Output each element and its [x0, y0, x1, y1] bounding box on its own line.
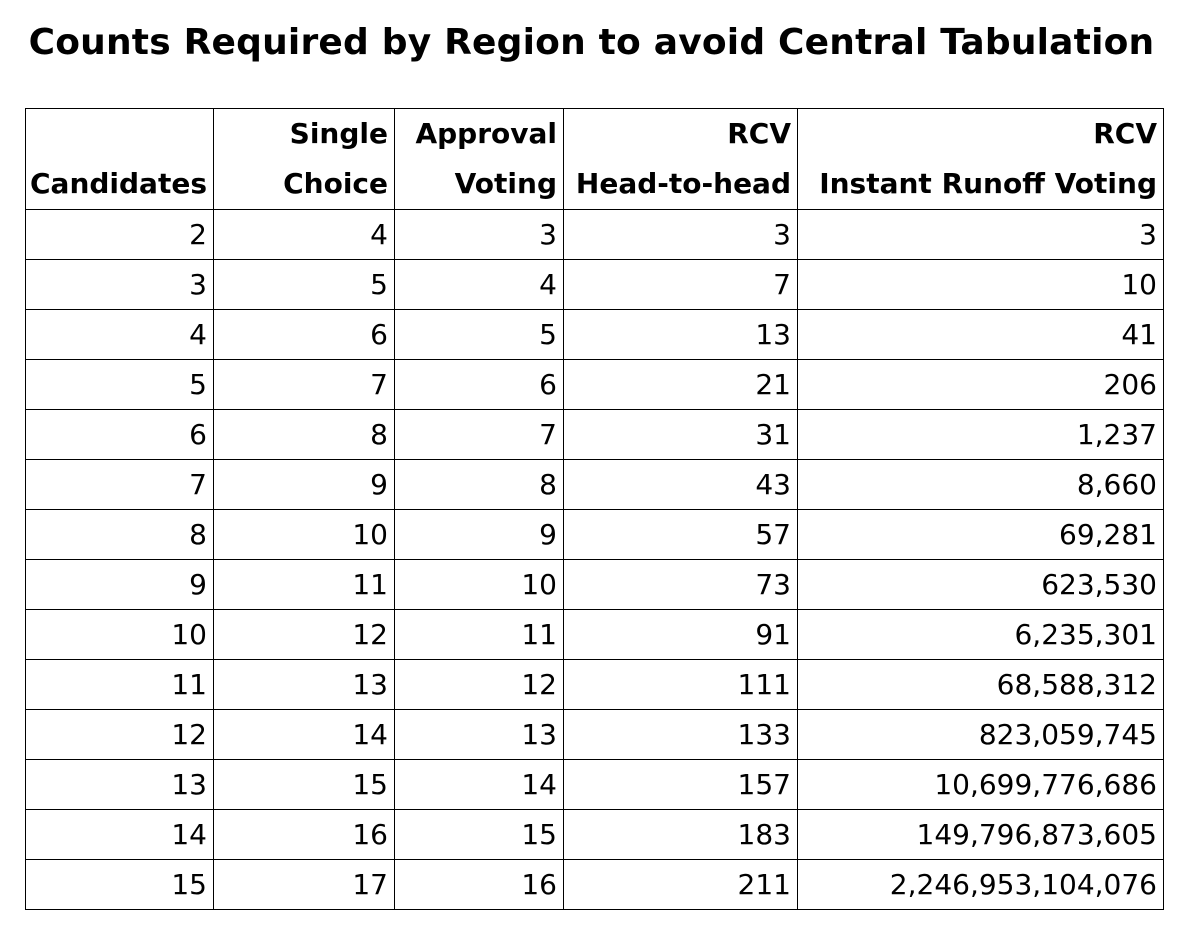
cell-candidates: 10	[26, 610, 214, 660]
cell-single-choice: 10	[214, 510, 395, 560]
cell-rcv-head-to-head: 3	[564, 210, 798, 260]
table-row	[26, 760, 1164, 810]
table-row	[26, 460, 1164, 510]
cell-candidates: 8	[26, 510, 214, 560]
cell-single-choice: 13	[214, 660, 395, 710]
header-line: Instant Runoff Voting	[819, 167, 1157, 200]
cell-rcv-instant-runoff: 41	[798, 310, 1164, 360]
cell-approval-voting: 4	[395, 260, 564, 310]
cell-rcv-instant-runoff: 206	[798, 360, 1164, 410]
cell-rcv-head-to-head: 31	[564, 410, 798, 460]
header-rcv-head-to-head	[564, 109, 798, 210]
cell-approval-voting: 8	[395, 460, 564, 510]
cell-single-choice: 15	[214, 760, 395, 810]
cell-candidates: 5	[26, 360, 214, 410]
cell-approval-voting: 14	[395, 760, 564, 810]
cell-candidates: 12	[26, 710, 214, 760]
cell-candidates: 9	[26, 560, 214, 610]
cell-rcv-instant-runoff: 10,699,776,686	[798, 760, 1164, 810]
table-row	[26, 210, 1164, 260]
table-row	[26, 410, 1164, 460]
cell-rcv-instant-runoff: 823,059,745	[798, 710, 1164, 760]
cell-approval-voting: 3	[395, 210, 564, 260]
cell-rcv-head-to-head: 73	[564, 560, 798, 610]
cell-single-choice: 14	[214, 710, 395, 760]
cell-rcv-head-to-head: 57	[564, 510, 798, 560]
table-row	[26, 310, 1164, 360]
header-line: Head-to-head	[575, 167, 791, 200]
header-rcv-instant-runoff	[798, 109, 1164, 210]
header-line: Choice	[283, 167, 388, 200]
cell-single-choice: 12	[214, 610, 395, 660]
cell-candidates: 11	[26, 660, 214, 710]
cell-rcv-instant-runoff: 2,246,953,104,076	[798, 860, 1164, 910]
cell-candidates: 2	[26, 210, 214, 260]
table-row	[26, 360, 1164, 410]
cell-rcv-instant-runoff: 3	[798, 210, 1164, 260]
cell-rcv-instant-runoff: 8,660	[798, 460, 1164, 510]
cell-single-choice: 8	[214, 410, 395, 460]
cell-rcv-head-to-head: 13	[564, 310, 798, 360]
cell-rcv-instant-runoff: 10	[798, 260, 1164, 310]
table-row	[26, 610, 1164, 660]
cell-rcv-head-to-head: 183	[564, 810, 798, 860]
cell-approval-voting: 10	[395, 560, 564, 610]
table-title: Counts Required by Region to avoid Central Tabulation	[28, 22, 1155, 63]
cell-rcv-head-to-head: 133	[564, 710, 798, 760]
cell-rcv-head-to-head: 91	[564, 610, 798, 660]
table-row	[26, 510, 1164, 560]
header-approval-voting	[395, 109, 564, 210]
cell-rcv-instant-runoff: 1,237	[798, 410, 1164, 460]
cell-candidates: 6	[26, 410, 214, 460]
cell-approval-voting: 9	[395, 510, 564, 560]
cell-rcv-instant-runoff: 6,235,301	[798, 610, 1164, 660]
cell-candidates: 7	[26, 460, 214, 510]
cell-rcv-head-to-head: 157	[564, 760, 798, 810]
cell-approval-voting: 12	[395, 660, 564, 710]
cell-approval-voting: 13	[395, 710, 564, 760]
cell-approval-voting: 15	[395, 810, 564, 860]
table-row	[26, 660, 1164, 710]
header-line: Candidates	[30, 167, 207, 200]
header-line: Single	[289, 117, 388, 150]
header-line: RCV	[1093, 117, 1157, 150]
cell-single-choice: 11	[214, 560, 395, 610]
cell-single-choice: 4	[214, 210, 395, 260]
table-body	[26, 210, 1164, 910]
cell-rcv-head-to-head: 43	[564, 460, 798, 510]
cell-rcv-instant-runoff: 68,588,312	[798, 660, 1164, 710]
header-row	[26, 109, 1164, 210]
header-line: Approval	[415, 117, 557, 150]
cell-single-choice: 6	[214, 310, 395, 360]
cell-single-choice: 9	[214, 460, 395, 510]
table-row	[26, 710, 1164, 760]
cell-candidates: 13	[26, 760, 214, 810]
cell-single-choice: 16	[214, 810, 395, 860]
counts-table	[25, 108, 1164, 910]
header-line: RCV	[727, 117, 791, 150]
cell-rcv-head-to-head: 111	[564, 660, 798, 710]
cell-approval-voting: 11	[395, 610, 564, 660]
table-row	[26, 810, 1164, 860]
cell-rcv-instant-runoff: 149,796,873,605	[798, 810, 1164, 860]
header-candidates	[26, 109, 214, 210]
cell-candidates: 4	[26, 310, 214, 360]
cell-approval-voting: 5	[395, 310, 564, 360]
cell-candidates: 15	[26, 860, 214, 910]
cell-approval-voting: 6	[395, 360, 564, 410]
cell-candidates: 3	[26, 260, 214, 310]
cell-single-choice: 5	[214, 260, 395, 310]
cell-rcv-instant-runoff: 69,281	[798, 510, 1164, 560]
cell-rcv-instant-runoff: 623,530	[798, 560, 1164, 610]
table-row	[26, 860, 1164, 910]
header-line: Voting	[454, 167, 557, 200]
table-row	[26, 560, 1164, 610]
cell-rcv-head-to-head: 21	[564, 360, 798, 410]
table-row	[26, 260, 1164, 310]
cell-single-choice: 17	[214, 860, 395, 910]
cell-rcv-head-to-head: 7	[564, 260, 798, 310]
header-single-choice	[214, 109, 395, 210]
cell-approval-voting: 7	[395, 410, 564, 460]
cell-candidates: 14	[26, 810, 214, 860]
cell-approval-voting: 16	[395, 860, 564, 910]
cell-rcv-head-to-head: 211	[564, 860, 798, 910]
cell-single-choice: 7	[214, 360, 395, 410]
